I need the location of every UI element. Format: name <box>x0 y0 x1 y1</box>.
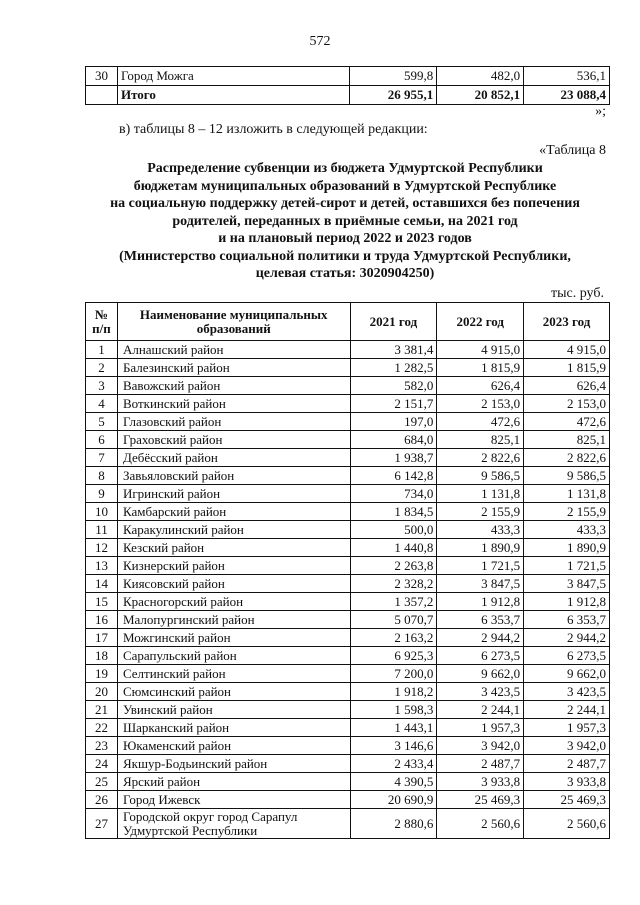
value-2023: 9 662,0 <box>524 665 610 683</box>
row-name: Граховский район <box>117 431 350 449</box>
row-name: Итого <box>117 86 349 105</box>
table-row <box>86 413 610 431</box>
value-2021: 4 390,5 <box>350 773 437 791</box>
row-number: 5 <box>86 413 118 431</box>
table-row <box>86 395 610 413</box>
value-2021: 20 690,9 <box>350 791 437 809</box>
header-name: Наименование муниципальных образований <box>117 303 350 341</box>
value-2022: 825,1 <box>437 431 524 449</box>
value-2023: 1 815,9 <box>524 359 610 377</box>
value-2023: 1 131,8 <box>524 485 610 503</box>
value-2023: 2 560,6 <box>524 809 610 839</box>
row-name: Киясовский район <box>117 575 350 593</box>
value-2021: 684,0 <box>350 431 437 449</box>
row-number: 22 <box>86 719 118 737</box>
value-2021: 3 381,4 <box>350 341 437 359</box>
value-2023: 6 353,7 <box>524 611 610 629</box>
value-2023: 626,4 <box>524 377 610 395</box>
value-2021: 500,0 <box>350 521 437 539</box>
closing-quote: »; <box>595 104 606 119</box>
row-number: 10 <box>86 503 118 521</box>
row-number: 30 <box>86 67 118 86</box>
value-2023: 2 155,9 <box>524 503 610 521</box>
value-2023: 4 915,0 <box>524 341 610 359</box>
row-number: 20 <box>86 683 118 701</box>
value-2021: 7 200,0 <box>350 665 437 683</box>
table-row <box>86 521 610 539</box>
value-2022: 9 586,5 <box>437 467 524 485</box>
value-2023: 1 957,3 <box>524 719 610 737</box>
table-row <box>86 557 610 575</box>
title-line: родителей, переданных в приёмные семьи, на 2021 год <box>172 213 518 229</box>
title-line: и на плановый период 2022 и 2023 годов <box>218 231 472 246</box>
row-name: Камбарский район <box>117 503 350 521</box>
title-line: на социальную поддержку детей-сирот и детей, оставшихся без попечения <box>110 196 580 211</box>
row-name: Красногорский район <box>117 593 350 611</box>
value-2022: 2 822,6 <box>437 449 524 467</box>
value-2022: 2 153,0 <box>437 395 524 413</box>
value-2022: 1 890,9 <box>437 539 524 557</box>
row-number: 12 <box>86 539 118 557</box>
value-2022: 1 721,5 <box>437 557 524 575</box>
previous-table-body <box>86 67 610 105</box>
table-row <box>86 575 610 593</box>
value-2022: 3 942,0 <box>437 737 524 755</box>
row-name: Город Ижевск <box>117 791 350 809</box>
table-row <box>86 485 610 503</box>
title-line: бюджетам муниципальных образований в Удмуртской Республике <box>133 178 557 194</box>
row-number: 27 <box>86 809 118 839</box>
row-name: Сарапульский район <box>117 647 350 665</box>
table-row <box>86 647 610 665</box>
value-2021: 1 918,2 <box>350 683 437 701</box>
table-row <box>86 539 610 557</box>
row-number: 8 <box>86 467 118 485</box>
row-name: Городской округ город Сарапул Удмуртской Республики <box>117 809 350 839</box>
table-row <box>86 377 610 395</box>
row-name: Балезинский район <box>117 359 350 377</box>
row-number: 18 <box>86 647 118 665</box>
value-2021: 1 440,8 <box>350 539 437 557</box>
row-name: Сюмсинский район <box>117 683 350 701</box>
value-2022: 2 487,7 <box>437 755 524 773</box>
value-2022: 472,6 <box>437 413 524 431</box>
value-2023: 3 933,8 <box>524 773 610 791</box>
table-row <box>86 449 610 467</box>
intro-text: в) таблицы 8 – 12 изложить в следующей редакции: <box>119 122 428 137</box>
value-2021: 1 598,3 <box>350 701 437 719</box>
row-number: 19 <box>86 665 118 683</box>
header-number: № п/п <box>86 303 118 341</box>
value-2023: 2 822,6 <box>524 449 610 467</box>
value-2023: 2 153,0 <box>524 395 610 413</box>
value-2022: 482,0 <box>437 67 524 86</box>
row-number: 6 <box>86 431 118 449</box>
value-2022: 433,3 <box>437 521 524 539</box>
row-name: Глазовский район <box>117 413 350 431</box>
row-number: 9 <box>86 485 118 503</box>
value-2023: 472,6 <box>524 413 610 431</box>
table-row <box>86 431 610 449</box>
value-2022: 3 847,5 <box>437 575 524 593</box>
value-2021: 734,0 <box>350 485 437 503</box>
header-2022: 2022 год <box>437 303 524 341</box>
value-2021: 1 834,5 <box>350 503 437 521</box>
row-name: Шарканский район <box>117 719 350 737</box>
value-2021: 5 070,7 <box>350 611 437 629</box>
value-2022: 1 912,8 <box>437 593 524 611</box>
row-number: 23 <box>86 737 118 755</box>
value-2023: 23 088,4 <box>524 86 610 105</box>
row-name: Можгинский район <box>117 629 350 647</box>
table-row <box>86 359 610 377</box>
row-number: 16 <box>86 611 118 629</box>
row-number: 11 <box>86 521 118 539</box>
row-name: Город Можга <box>117 67 349 86</box>
row-number: 15 <box>86 593 118 611</box>
value-2023: 1 890,9 <box>524 539 610 557</box>
row-name: Юкаменский район <box>117 737 350 755</box>
value-2022: 6 273,5 <box>437 647 524 665</box>
value-2022: 25 469,3 <box>437 791 524 809</box>
row-number: 25 <box>86 773 118 791</box>
value-2021: 599,8 <box>350 67 437 86</box>
value-2023: 1 721,5 <box>524 557 610 575</box>
row-name: Ярский район <box>117 773 350 791</box>
value-2021: 1 443,1 <box>350 719 437 737</box>
value-2021: 3 146,6 <box>350 737 437 755</box>
row-name: Каракулинский район <box>117 521 350 539</box>
row-name: Малопургинский район <box>117 611 350 629</box>
distribution-table-body <box>86 341 610 839</box>
value-2023: 25 469,3 <box>524 791 610 809</box>
value-2021: 2 433,4 <box>350 755 437 773</box>
table-row <box>86 809 610 839</box>
value-2022: 3 933,8 <box>437 773 524 791</box>
table-row <box>86 86 610 105</box>
row-name: Якшур-Бодьинский район <box>117 755 350 773</box>
table-label: «Таблица 8 <box>539 143 606 158</box>
table-row <box>86 629 610 647</box>
row-name: Завьяловский район <box>117 467 350 485</box>
row-number: 21 <box>86 701 118 719</box>
value-2022: 2 244,1 <box>437 701 524 719</box>
title-line: (Министерство социальной политики и труда Удмуртской Республики, <box>119 248 571 264</box>
table-row <box>86 755 610 773</box>
value-2021: 6 142,8 <box>350 467 437 485</box>
table-row <box>86 503 610 521</box>
value-2021: 6 925,3 <box>350 647 437 665</box>
value-2022: 626,4 <box>437 377 524 395</box>
value-2023: 825,1 <box>524 431 610 449</box>
row-name: Вавожский район <box>117 377 350 395</box>
row-name: Алнашский район <box>117 341 350 359</box>
table-row <box>86 593 610 611</box>
row-number <box>86 86 118 105</box>
row-name: Воткинский район <box>117 395 350 413</box>
value-2022: 1 131,8 <box>437 485 524 503</box>
value-2022: 6 353,7 <box>437 611 524 629</box>
row-name: Селтинский район <box>117 665 350 683</box>
row-number: 4 <box>86 395 118 413</box>
table-row <box>86 701 610 719</box>
value-2021: 2 880,6 <box>350 809 437 839</box>
value-2023: 2 244,1 <box>524 701 610 719</box>
value-2021: 2 328,2 <box>350 575 437 593</box>
value-2023: 433,3 <box>524 521 610 539</box>
table-row <box>86 467 610 485</box>
value-2023: 536,1 <box>524 67 610 86</box>
value-2023: 3 423,5 <box>524 683 610 701</box>
value-2021: 2 263,8 <box>350 557 437 575</box>
row-number: 14 <box>86 575 118 593</box>
row-number: 3 <box>86 377 118 395</box>
page-number: 572 <box>309 34 331 49</box>
value-2021: 2 163,2 <box>350 629 437 647</box>
table-row <box>86 611 610 629</box>
value-2023: 9 586,5 <box>524 467 610 485</box>
value-2023: 3 847,5 <box>524 575 610 593</box>
table-row <box>86 67 610 86</box>
table-row <box>86 773 610 791</box>
table-row <box>86 791 610 809</box>
value-2021: 582,0 <box>350 377 437 395</box>
value-2022: 9 662,0 <box>437 665 524 683</box>
value-2022: 2 560,6 <box>437 809 524 839</box>
value-2021: 2 151,7 <box>350 395 437 413</box>
value-2022: 20 852,1 <box>437 86 524 105</box>
row-number: 17 <box>86 629 118 647</box>
table-title <box>80 160 610 283</box>
unit-label: тыс. руб. <box>551 286 604 301</box>
row-number: 26 <box>86 791 118 809</box>
value-2022: 2 944,2 <box>437 629 524 647</box>
value-2022: 3 423,5 <box>437 683 524 701</box>
row-number: 24 <box>86 755 118 773</box>
value-2023: 6 273,5 <box>524 647 610 665</box>
header-2023: 2023 год <box>524 303 610 341</box>
row-name: Кезский район <box>117 539 350 557</box>
header-row <box>86 303 610 341</box>
value-2021: 197,0 <box>350 413 437 431</box>
value-2021: 1 938,7 <box>350 449 437 467</box>
table-row <box>86 341 610 359</box>
value-2023: 2 487,7 <box>524 755 610 773</box>
row-name: Игринский район <box>117 485 350 503</box>
value-2022: 1 957,3 <box>437 719 524 737</box>
table-row <box>86 737 610 755</box>
title-line: целевая статья: 3020904250) <box>255 266 435 281</box>
row-name: Кизнерский район <box>117 557 350 575</box>
distribution-table <box>85 302 610 839</box>
value-2023: 1 912,8 <box>524 593 610 611</box>
value-2021: 1 282,5 <box>350 359 437 377</box>
row-name: Дебёсский район <box>117 449 350 467</box>
value-2022: 2 155,9 <box>437 503 524 521</box>
value-2022: 4 915,0 <box>437 341 524 359</box>
row-number: 7 <box>86 449 118 467</box>
value-2022: 1 815,9 <box>437 359 524 377</box>
previous-table-tail <box>85 66 610 105</box>
value-2023: 3 942,0 <box>524 737 610 755</box>
row-number: 13 <box>86 557 118 575</box>
table-row <box>86 683 610 701</box>
row-name: Увинский район <box>117 701 350 719</box>
row-number: 2 <box>86 359 118 377</box>
header-2021: 2021 год <box>350 303 437 341</box>
table-row <box>86 719 610 737</box>
title-line: Распределение субвенции из бюджета Удмуртской Республики <box>147 161 543 176</box>
row-number: 1 <box>86 341 118 359</box>
table-row <box>86 665 610 683</box>
value-2021: 26 955,1 <box>350 86 437 105</box>
value-2021: 1 357,2 <box>350 593 437 611</box>
value-2023: 2 944,2 <box>524 629 610 647</box>
